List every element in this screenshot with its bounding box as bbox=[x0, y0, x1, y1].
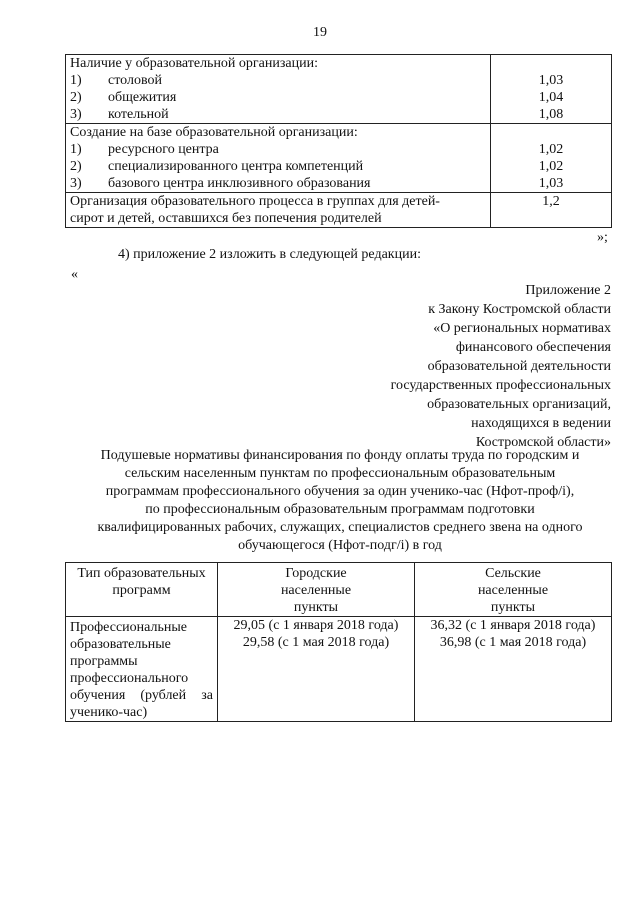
list-item bbox=[70, 72, 486, 89]
list-item bbox=[70, 89, 486, 106]
table-row bbox=[66, 124, 612, 193]
label-line: Профессиональные bbox=[70, 620, 187, 635]
item-value: 1,03 bbox=[538, 73, 564, 88]
list-item bbox=[70, 175, 486, 192]
heading-line: программам профессионального обучения за один ученико-час (Нфот-проф/i), bbox=[105, 484, 575, 499]
item-label: специализированного центра компетенций bbox=[108, 159, 364, 174]
appendix-line: образовательных организаций, bbox=[427, 397, 611, 412]
heading-line: квалифицированных рабочих, служащих, специалистов среднего звена на одного bbox=[97, 520, 583, 535]
section-text-line: сирот и детей, оставшихся без попечения родителей bbox=[70, 211, 382, 226]
appendix-line: находящихся в ведении bbox=[471, 416, 611, 431]
column-header-program-type bbox=[66, 563, 218, 617]
appendix-line: к Закону Костромской области bbox=[428, 302, 611, 317]
rural-value: 36,32 (с 1 января 2018 года) bbox=[430, 618, 596, 633]
item-label: общежития bbox=[108, 90, 177, 105]
rural-values-cell bbox=[415, 617, 612, 722]
label-word: обучения bbox=[70, 688, 126, 703]
urban-value: 29,05 (с 1 января 2018 года) bbox=[233, 618, 399, 633]
header-line: программ bbox=[112, 583, 171, 598]
appendix-line: государственных профессиональных bbox=[390, 378, 611, 393]
list-item bbox=[70, 141, 486, 158]
column-header-rural bbox=[415, 563, 612, 617]
table-cell bbox=[66, 55, 491, 124]
program-type-cell bbox=[66, 617, 218, 722]
urban-values-cell bbox=[218, 617, 415, 722]
rural-value: 36,98 (с 1 мая 2018 года) bbox=[439, 635, 587, 650]
item-label: столовой bbox=[108, 73, 162, 88]
item-label: ресурсного центра bbox=[108, 142, 219, 157]
amendment-paragraph: 4) приложение 2 изложить в следующей редакции: bbox=[118, 247, 421, 262]
section-text-line: Организация образовательного процесса в группах для детей- bbox=[70, 194, 440, 209]
heading-line: сельским населенным пунктам по профессиональным образовательным bbox=[124, 466, 556, 481]
heading-line: обучающегося (Нфот-подг/i) в год bbox=[238, 538, 442, 553]
item-number: 3) bbox=[70, 107, 82, 122]
header-line: населенные bbox=[477, 583, 549, 598]
header-line: Сельские bbox=[485, 566, 541, 581]
urban-value: 29,58 (с 1 мая 2018 года) bbox=[242, 635, 390, 650]
header-line: Городские bbox=[285, 566, 347, 581]
table-cell bbox=[491, 193, 612, 228]
document-heading bbox=[70, 447, 610, 555]
header-line: Тип образовательных bbox=[77, 566, 206, 581]
table-row bbox=[66, 55, 612, 124]
norms-table bbox=[65, 562, 612, 722]
appendix-header bbox=[311, 281, 611, 452]
heading-line: по профессиональным образовательным программам подготовки bbox=[145, 502, 535, 517]
column-header-urban bbox=[218, 563, 415, 617]
table-row bbox=[66, 617, 612, 722]
header-line: пункты bbox=[490, 600, 536, 615]
item-value: 1,2 bbox=[542, 194, 560, 209]
label-line bbox=[70, 687, 213, 704]
item-value: 1,02 bbox=[538, 142, 564, 157]
label-line: программы bbox=[70, 654, 138, 669]
label-line: ученико-час) bbox=[70, 705, 148, 720]
heading-line: Подушевые нормативы финансирования по фонду оплаты труда по городским и bbox=[100, 448, 580, 463]
appendix-line: образовательной деятельности bbox=[427, 359, 611, 374]
appendix-line: «О региональных нормативах bbox=[433, 321, 611, 336]
coefficients-table bbox=[65, 54, 612, 228]
table-cell bbox=[491, 124, 612, 193]
table-row bbox=[66, 193, 612, 228]
closing-quote: »; bbox=[597, 230, 608, 245]
item-number: 2) bbox=[70, 90, 82, 105]
header-line: населенные bbox=[280, 583, 352, 598]
appendix-line: Приложение 2 bbox=[525, 283, 611, 298]
item-value: 1,02 bbox=[538, 159, 564, 174]
item-value: 1,08 bbox=[538, 107, 564, 122]
table-cell bbox=[66, 193, 491, 228]
appendix-line: Костромской области» bbox=[475, 435, 611, 450]
section-title: Наличие у образовательной организации: bbox=[70, 56, 318, 71]
list-item bbox=[70, 158, 486, 175]
label-word: (рублей bbox=[140, 688, 187, 703]
table-header-row bbox=[66, 563, 612, 617]
label-word: за bbox=[201, 688, 213, 703]
appendix-line: финансового обеспечения bbox=[455, 340, 611, 355]
item-number: 1) bbox=[70, 73, 82, 88]
list-item bbox=[70, 106, 486, 123]
page-number: 19 bbox=[313, 25, 327, 40]
item-value: 1,03 bbox=[538, 176, 564, 191]
item-number: 3) bbox=[70, 176, 82, 191]
item-label: котельной bbox=[108, 107, 169, 122]
item-number: 2) bbox=[70, 159, 82, 174]
section-title: Создание на базе образовательной организации: bbox=[70, 125, 358, 140]
table-cell bbox=[66, 124, 491, 193]
opening-quote: « bbox=[71, 267, 78, 282]
item-value: 1,04 bbox=[538, 90, 564, 105]
label-line: образовательные bbox=[70, 637, 171, 652]
item-number: 1) bbox=[70, 142, 82, 157]
item-label: базового центра инклюзивного образования bbox=[108, 176, 371, 191]
label-line: профессионального bbox=[70, 671, 189, 686]
table-cell bbox=[491, 55, 612, 124]
header-line: пункты bbox=[293, 600, 339, 615]
